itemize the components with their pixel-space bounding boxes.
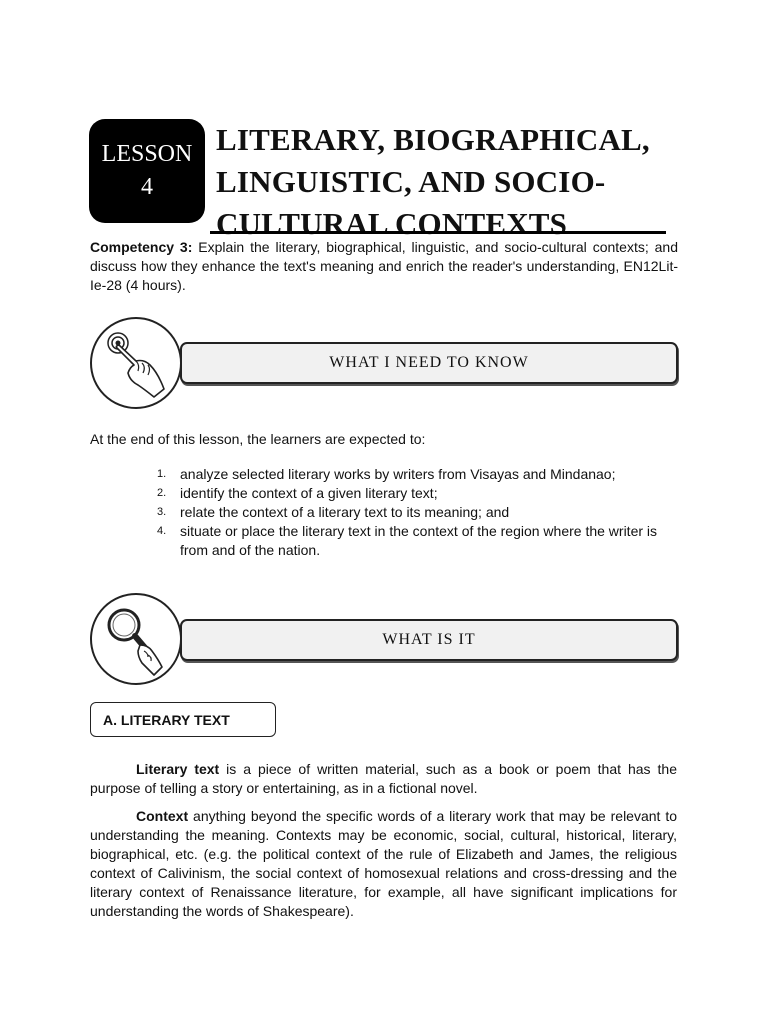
competency-text: Explain the literary, biographical, linguistic, and socio-cultural contexts; and discuss how they enhance the text's meaning and enrich the reader's understanding, EN12Lit-Ie-28 (4 hours). xyxy=(90,239,679,293)
title-line-2: LINGUISTIC, AND SOCIO- xyxy=(216,164,606,199)
list-item: 1. analyze selected literary works by writers from Visayas and Mindanao; xyxy=(157,466,616,482)
section-header-need-to-know xyxy=(180,342,678,384)
lesson-badge xyxy=(89,119,205,223)
page-title xyxy=(216,119,696,245)
objectives-list xyxy=(150,465,670,560)
term-literary-text: Literary text xyxy=(136,761,220,777)
list-item: 3. relate the context of a literary text to its meaning; and xyxy=(157,504,510,520)
competency-statement xyxy=(90,238,678,295)
lesson-label: LESSON xyxy=(101,141,193,167)
section-header-label: WHAT I NEED TO KNOW xyxy=(329,354,529,371)
term-context: Context xyxy=(136,808,189,824)
title-line-3: CULTURAL CONTEXTS xyxy=(216,206,568,241)
title-line-1: LITERARY, BIOGRAPHICAL, xyxy=(216,122,650,157)
subsection-literary-text: A. LITERARY TEXT xyxy=(90,702,276,737)
section-header-label: WHAT IS IT xyxy=(382,631,476,648)
paragraph-context: Context anything beyond the specific words of a literary work that may be relevant to understanding the meaning. Contexts may be economic, social, cultural, historical, literary, biographical, etc. (e.g. the political context of the rule of Elizabeth and James, the religious context of Calivinism, the social context of homosexual relations and cross-dressing and the literary context of Renaissance literature, for example, all have significant implications for understanding the words of Shakespeare). xyxy=(90,808,677,919)
list-item: 4. situate or place the literary text in the context of the region where the writer is from and of the nation. xyxy=(157,523,658,558)
title-divider xyxy=(210,231,666,234)
list-item: 2. identify the context of a given literary text; xyxy=(157,485,438,501)
pointing-hand-icon xyxy=(90,317,182,409)
magnifying-glass-icon xyxy=(90,593,182,685)
paragraph-literary-text: Literary text is a piece of written material, such as a book or poem that has the purpose of telling a story or entertaining, as in a fictional novel. xyxy=(90,761,677,796)
section-header-what-is-it xyxy=(180,619,678,661)
lesson-number: 4 xyxy=(141,174,153,200)
objectives-intro: At the end of this lesson, the learners are expected to: xyxy=(90,431,426,447)
competency-label: Competency 3: xyxy=(90,239,193,255)
